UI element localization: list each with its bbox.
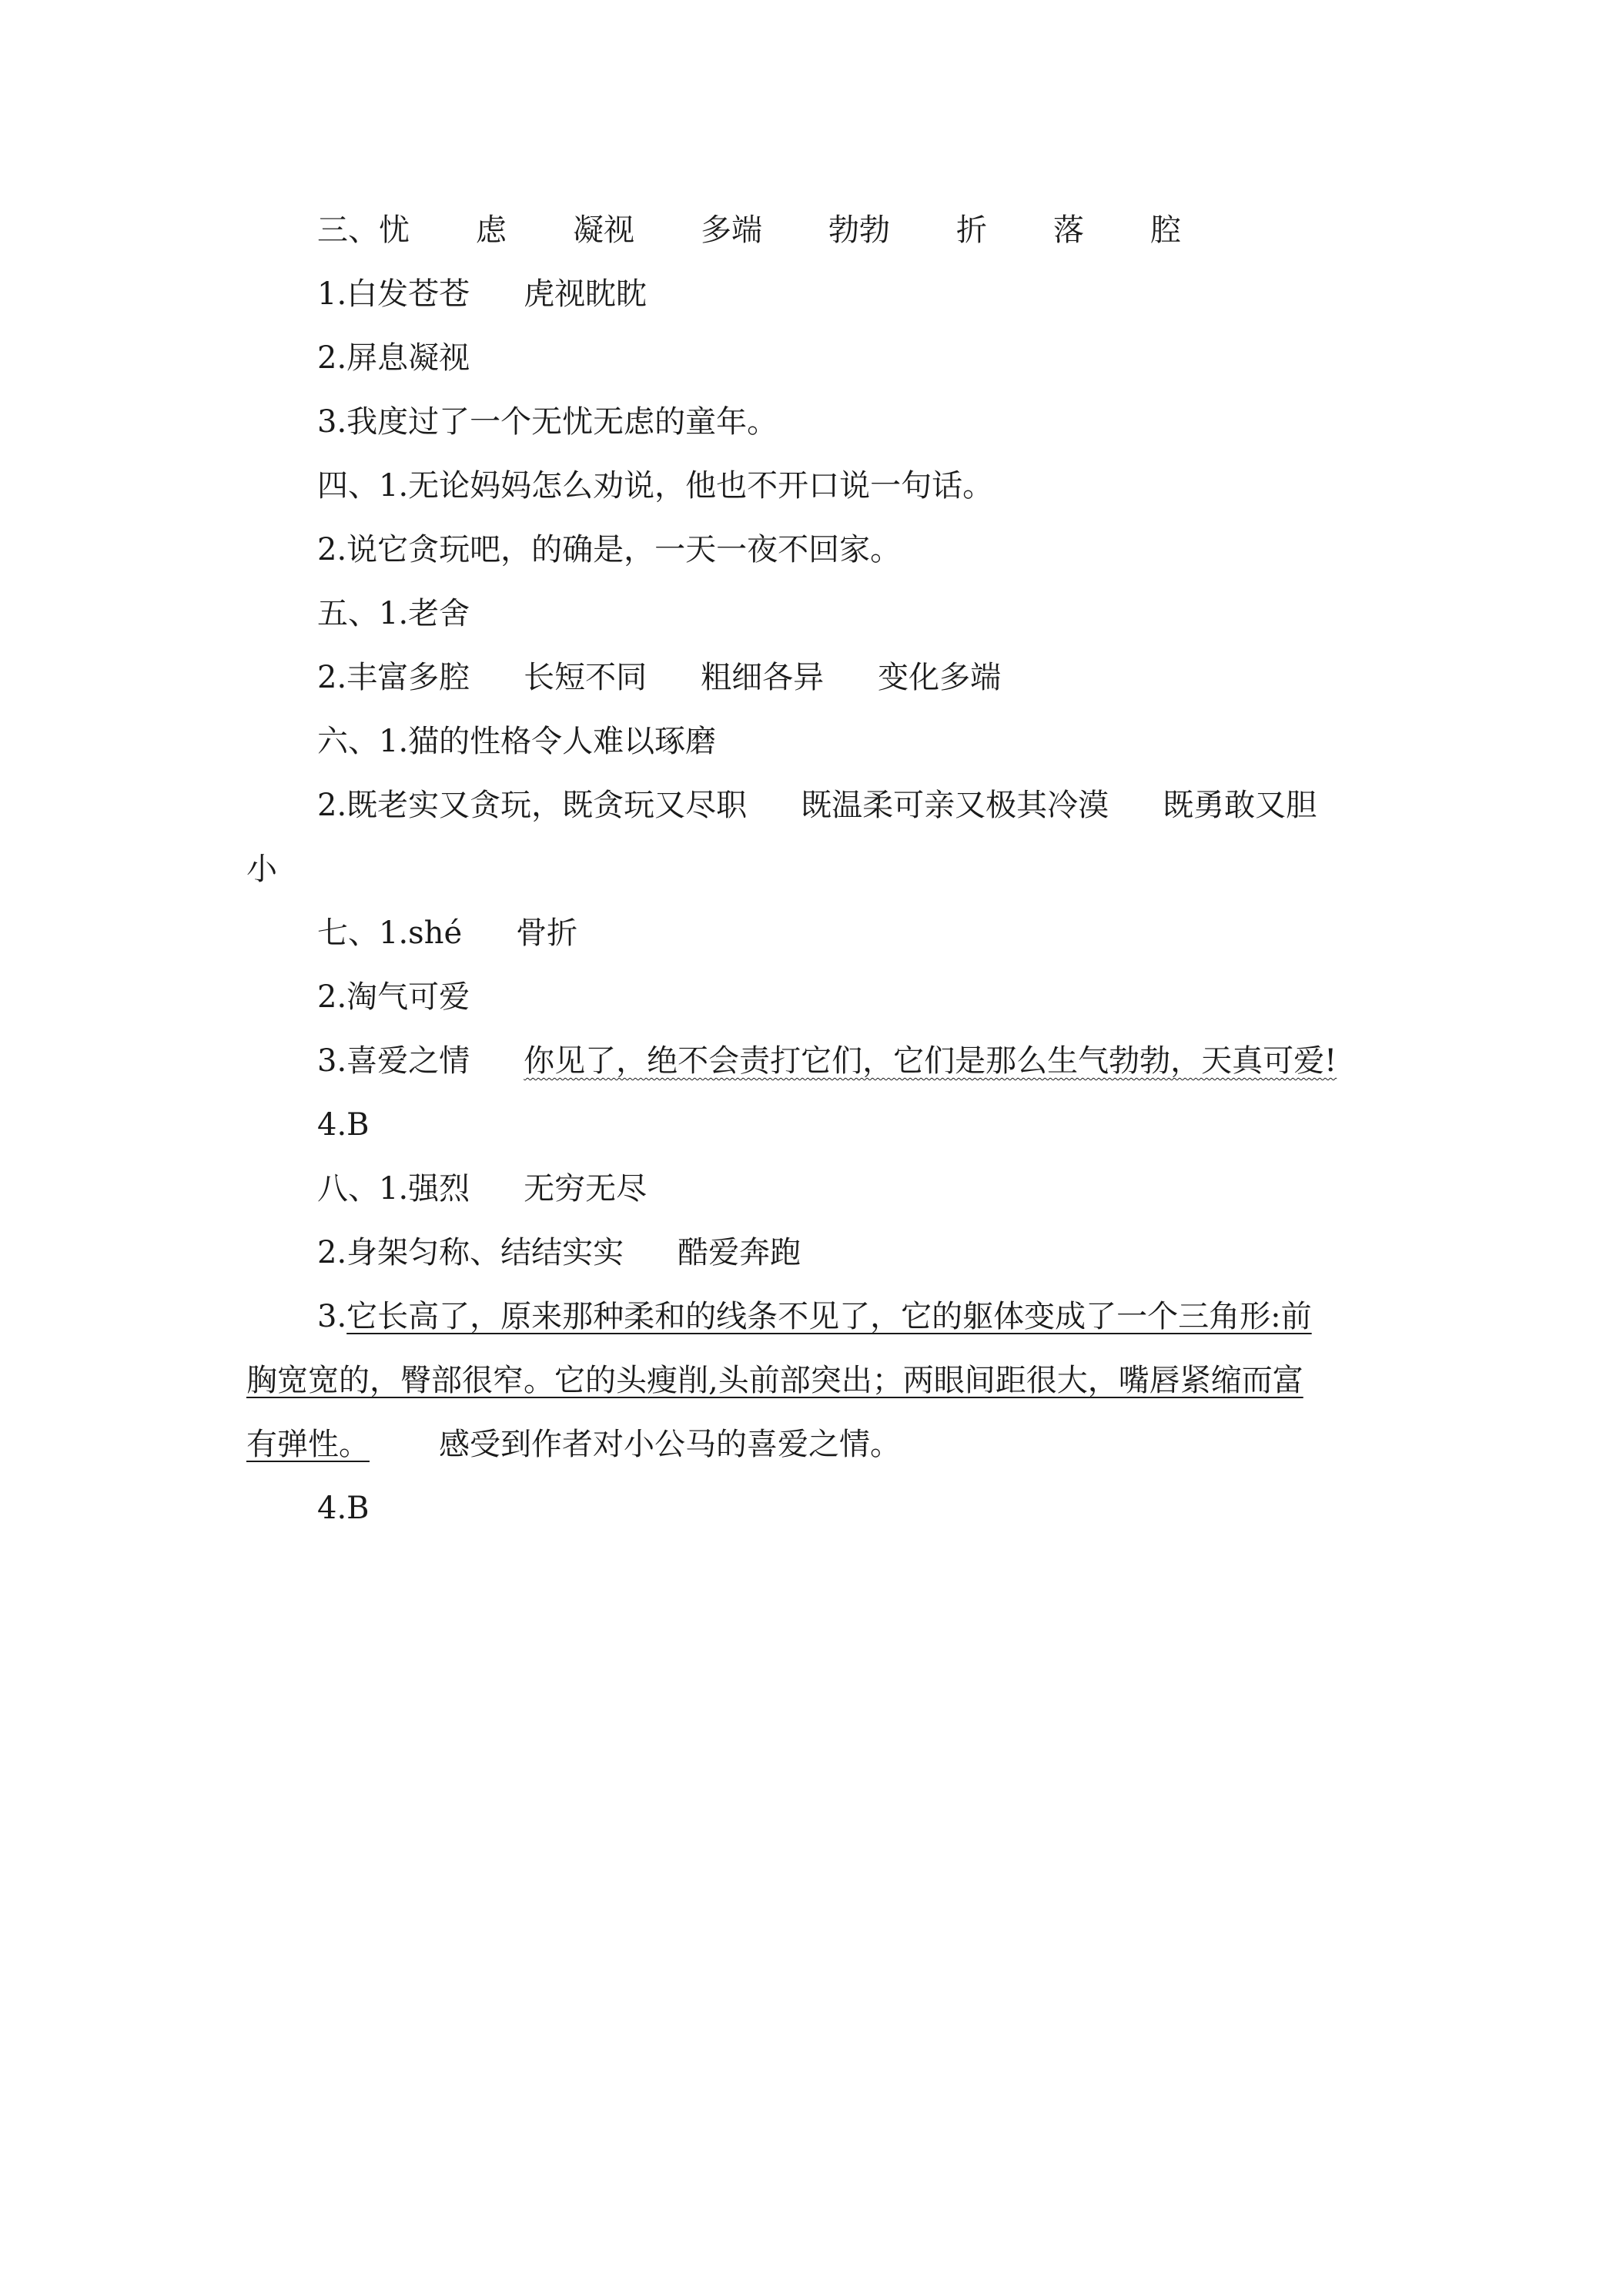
- section-3-q2: 2.屏息凝视: [317, 340, 470, 376]
- answer-text: 既温柔可亲又极其冷漠: [801, 788, 1109, 823]
- word-item: 折: [956, 213, 987, 248]
- underlined-passage: 胸宽宽的，臀部很窄。它的头瘦削,头前部突出；两眼间距很大，嘴唇紧缩而富: [246, 1363, 1303, 1398]
- section-3-q3: 3.我度过了一个无忧无虑的童年。: [317, 404, 778, 440]
- answer-text: 1.白发苍苍: [317, 276, 470, 312]
- answer-text: 七、1.shé: [317, 915, 463, 951]
- section-3-q1: [317, 276, 647, 313]
- word-item: 腔: [1150, 213, 1181, 248]
- word-item: 多端: [701, 213, 762, 248]
- section-5-q2: [317, 659, 1001, 696]
- section-6-q2: [317, 787, 1317, 824]
- answer-text: 无穷无尽: [524, 1171, 648, 1207]
- answer-text: 3.喜爱之情: [317, 1043, 470, 1079]
- answer-text: 酷爱奔跑: [678, 1235, 801, 1270]
- underlined-passage: 它长高了，原来那种柔和的线条不见了，它的躯体变成了一个三角形:前: [346, 1299, 1312, 1334]
- section-7-q4: 4.B: [317, 1107, 370, 1143]
- word-item: 凝视: [573, 213, 634, 248]
- answer-text: 既勇敢又胆: [1163, 788, 1317, 823]
- underlined-quote: 你见了，绝不会责打它们，它们是那么生气勃勃，天真可爱!: [524, 1043, 1337, 1079]
- section-3-words: [317, 212, 1181, 249]
- answer-number: 3.: [317, 1299, 347, 1334]
- section-8-q3-line3: [246, 1426, 901, 1463]
- section-5-q1: 五、1.老舍: [317, 596, 470, 631]
- answer-text: 八、1.强烈: [317, 1171, 470, 1207]
- section-7-q2: 2.淘气可爱: [317, 979, 470, 1015]
- section-3-head: 三、忧: [317, 213, 410, 248]
- section-8-q1: [317, 1170, 647, 1207]
- answer-text: 感受到作者对小公马的喜爱之情。: [439, 1427, 901, 1462]
- word-item: 虑: [476, 213, 507, 248]
- answer-text: 虎视眈眈: [524, 276, 648, 312]
- section-6-q1: 六、1.猫的性格令人难以琢磨: [317, 724, 717, 759]
- section-7-q1: [317, 915, 577, 952]
- answer-text: 2.既老实又贪玩，既贪玩又尽职: [317, 788, 748, 823]
- section-8-q3-line1: [317, 1298, 1312, 1335]
- word-item: 落: [1053, 213, 1084, 248]
- section-8-q4: 4.B: [317, 1491, 370, 1526]
- section-8-q3-line2: [246, 1362, 1303, 1399]
- section-4-q2: 2.说它贪玩吧，的确是，一天一夜不回家。: [317, 532, 902, 567]
- answer-text: 粗细各异: [701, 660, 825, 695]
- section-6-q2-wrap: 小: [246, 852, 277, 887]
- answer-text: 骨折: [516, 915, 578, 951]
- section-7-q3: [317, 1043, 1337, 1079]
- answer-text: 2.丰富多腔: [317, 660, 470, 695]
- word-item: 勃勃: [828, 213, 890, 248]
- answer-text: 2.身架匀称、结结实实: [317, 1235, 624, 1270]
- section-8-q2: [317, 1234, 801, 1271]
- section-4-q1: 四、1.无论妈妈怎么劝说，他也不开口说一句话。: [317, 468, 994, 504]
- underlined-passage: 有弹性。: [246, 1427, 370, 1462]
- answer-text: 变化多端: [878, 660, 1002, 695]
- answer-text: 长短不同: [524, 660, 648, 695]
